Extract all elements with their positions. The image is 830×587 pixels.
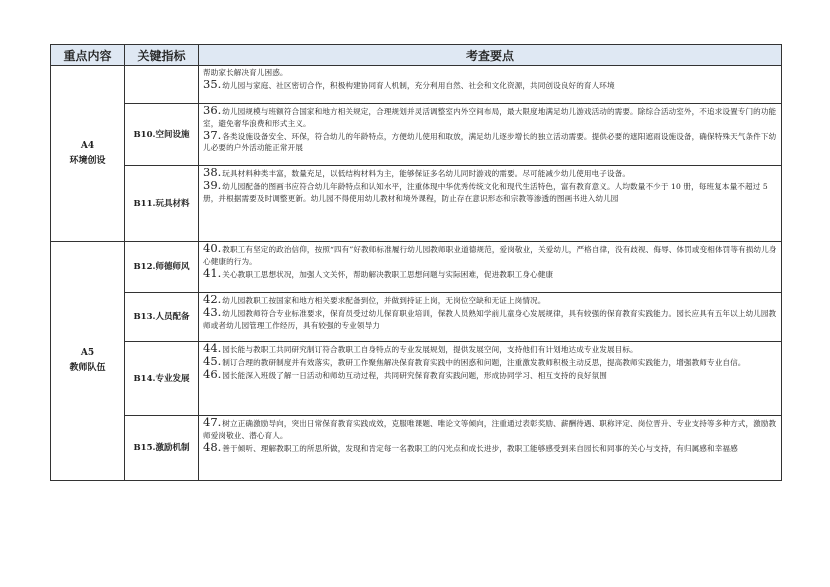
item-number: 40. [203,241,222,255]
section-cell-a5 [51,242,125,481]
item-number: 42. [203,292,222,306]
item-text: 关心教职工思想状况，加强人文关怀，帮助解决教职工思想问题与实际困难，促进教职工身心健康 [222,269,554,279]
item-number: 48. [203,439,222,454]
list-item [203,177,777,205]
item-text: 园长能与教职工共同研究制订符合教职工自身特点的专业发展规划，提供发展空间，支持他们有计划地达成专业发展目标。 [222,345,638,354]
item-number: 36. [203,103,222,117]
indicator-cell: B15.激励机制 [125,416,199,481]
table-row [51,293,782,342]
item-text: 善于倾听、理解教职工的所思所做，发现和肯定每一名教职工的闪光点和成长进步，教职工能够感受到来自园长和同事的关心与支持，有归属感和幸福感 [222,443,738,453]
item-text: 园长能深入班级了解一日活动和师幼互动过程，共同研究保育教育实践问题，形成协同学习、相互支持的良好氛围 [222,370,607,380]
points-cell [199,66,782,104]
header-key-indicator: 关键指标 [125,45,199,66]
item-text: 树立正确激励导向，突出日常保育教育实践成效，克服唯课题、唯论文等倾向，注重通过表彰奖励、薪酬待遇、职称评定、岗位晋升、专业支持等多种方式，激励教师爱岗敬业、潜心育人。 [203,419,777,440]
table-row [51,66,782,104]
indicator-cell: B10.空间设施 [125,104,199,166]
header-row [51,45,782,66]
item-number: 45. [203,353,222,368]
list-item [203,76,777,92]
header-key-content: 重点内容 [51,45,125,66]
item-text: 玩具材料种类丰富，数量充足，以低结构材料为主，能够保证多名幼儿同时游戏的需要。尽可能减少幼儿使用电子设备。 [222,169,631,178]
table-row [51,242,782,293]
points-cell [199,104,782,166]
table-row [51,166,782,242]
item-number: 35. [203,76,222,91]
item-number: 47. [203,415,222,429]
points-cell [199,166,782,242]
table-row [51,342,782,416]
list-item [203,265,777,281]
section-code: A4 [80,140,95,151]
item-text: 各类设施设备安全、环保，符合幼儿的年龄特点，方便幼儿使用和取放，满足幼儿逐步增长的独立活动需要。提供必要的遮阳遮雨设施设备，确保特殊天气条件下幼儿必要的户外活动能正常开展 [203,131,777,153]
list-item [203,353,777,369]
item-text: 教职工有坚定的政治信仰，按照“四有”好教师标准履行幼儿园教师职业道德规范，爱岗敬业，关爱幼儿，严格自律，没有歧视、侮辱、体罚或变相体罚等有损幼儿身心健康的行为。 [203,245,777,266]
list-item [203,417,777,442]
item-text: 制订合理的教研制度并有效落实，教研工作聚焦解决保育教育实践中的困惑和问题，注重激发教师积极主动反思，提高教师实践能力，增强教师专业自信。 [222,357,746,367]
list-item [203,439,777,455]
item-number: 38. [203,165,222,179]
section-name: 教师队伍 [69,363,106,373]
table-row [51,104,782,166]
header-review-points: 考查要点 [199,45,782,66]
list-item [203,127,777,155]
points-cell [199,242,782,293]
list-item [203,366,777,382]
item-number: 37. [203,127,222,142]
item-number: 41. [203,265,222,280]
item-text: 幼儿园教师符合专业标准要求，保育员受过幼儿保育职业培训，保教人员熟知学前儿童身心发展规律，具有较强的保育教育实践能力。园长应具有五年以上幼儿园教师或者幼儿园管理工作经历，具有较强的专业领导力 [203,308,777,330]
item-number: 46. [203,366,222,381]
list-item [203,304,777,332]
points-cell [199,416,782,481]
indicator-cell: B14.专业发展 [125,342,199,416]
points-cell [199,293,782,342]
list-item [203,167,777,180]
item-text: 幼儿园教职工按国家和地方相关要求配备到位，并做到持证上岗，无岗位空缺和无证上岗情况。 [222,296,546,305]
section-code: A5 [80,348,95,358]
continuation-text: 帮助家长解决育儿困惑。 [203,68,288,77]
item-number: 44. [203,341,222,355]
evaluation-table [50,44,782,481]
list-item [203,294,777,307]
item-text: 幼儿园配备的图画书应符合幼儿年龄特点和认知水平，注重体现中华优秀传统文化和现代生活特色，富有教育意义。人均数量不少于 10 册，每班复本量不超过 5 册，并根据需要及时调整更新。幼儿园不得使用幼儿教材和境外课程，防止存在意识形态和宗教等渗透的图画书进入幼儿园 [203,181,768,203]
indicator-cell: B13.人员配备 [125,293,199,342]
item-number: 43. [203,304,222,319]
section-name: 环境创设 [69,155,106,166]
item-number: 39. [203,177,222,192]
indicator-cell-empty [125,66,199,104]
indicator-cell: B12.师德师风 [125,242,199,293]
table-row [51,416,782,481]
list-item [203,105,777,130]
item-text: 幼儿园与家庭、社区密切合作，积极构建协同育人机制，充分利用自然、社会和文化资源，共同创设良好的育人环境 [222,80,615,90]
item-text: 幼儿园规模与班额符合国家和地方相关规定，合理规划并灵活调整室内外空间布局，最大限度地满足幼儿游戏活动的需要。除综合活动室外，不追求设置专门的功能室，避免奢华浪费和形式主义。 [203,107,777,128]
points-cell [199,342,782,416]
list-item [203,343,777,356]
indicator-cell: B11.玩具材料 [125,166,199,242]
list-item [203,243,777,268]
section-cell-a4 [51,66,125,242]
